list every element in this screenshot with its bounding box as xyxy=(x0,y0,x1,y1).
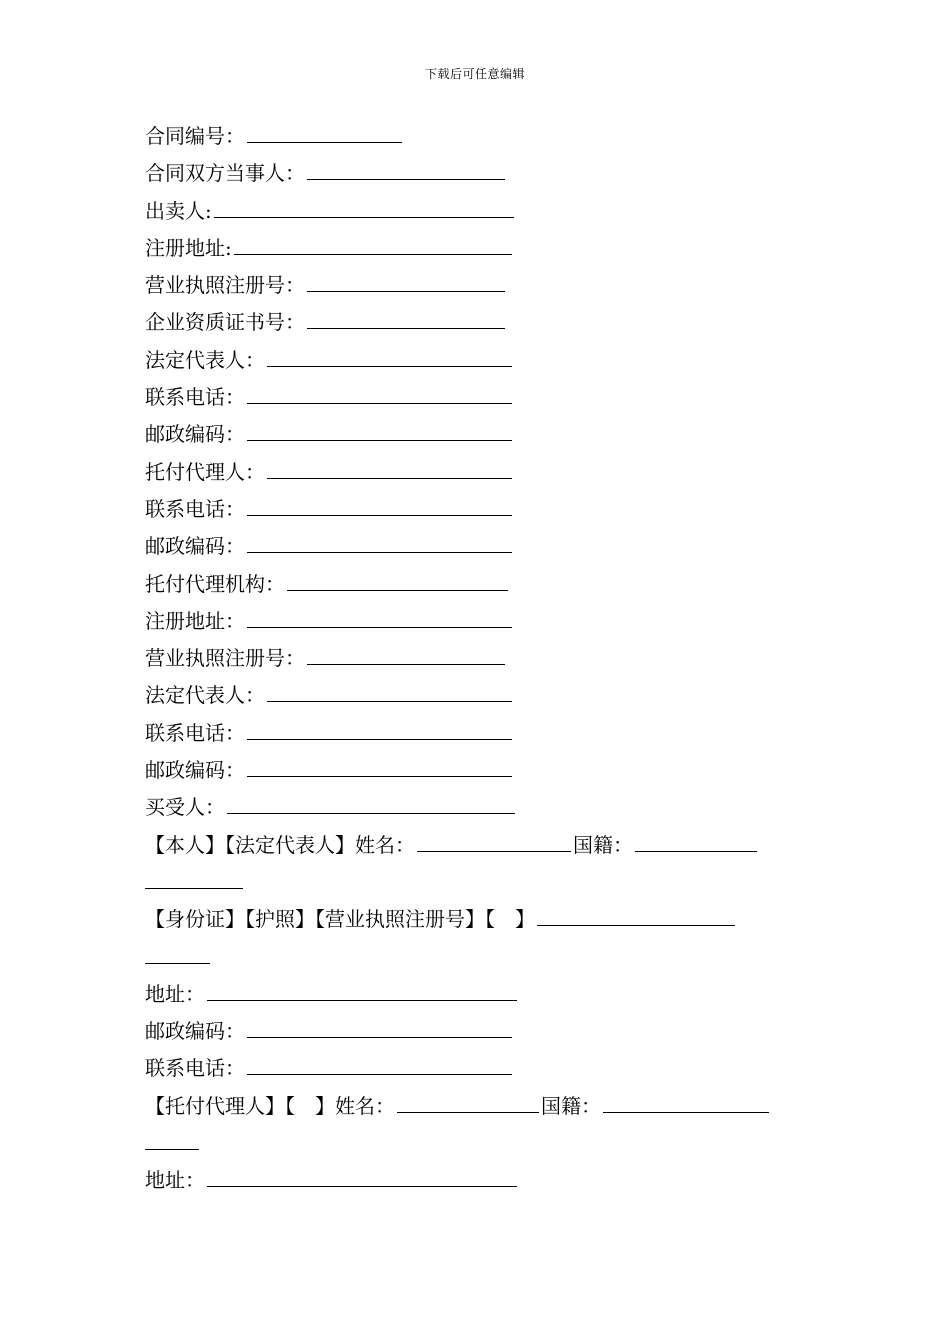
field-blank[interactable] xyxy=(247,626,512,628)
form-field-row xyxy=(145,379,810,416)
field-blank[interactable] xyxy=(287,589,508,591)
id-doc-label: 【身份证】【护照】【营业执照注册号】【 】 xyxy=(145,907,535,932)
field-label: 联系电话： xyxy=(145,385,245,410)
field-label: 托付代理机构： xyxy=(145,571,285,596)
form-field-row xyxy=(145,416,810,453)
agent-nationality-label: 国籍： xyxy=(541,1093,601,1118)
field-label: 注册地址： xyxy=(145,608,245,633)
field-blank[interactable] xyxy=(307,178,505,180)
field-label: 买受人： xyxy=(145,795,225,820)
buyer-name-row xyxy=(145,827,810,864)
form-field-row xyxy=(145,603,810,640)
field-blank[interactable] xyxy=(247,551,512,553)
field-blank[interactable] xyxy=(267,477,512,479)
form-field-row xyxy=(145,1050,810,1087)
form-field-row xyxy=(145,677,810,714)
buyer-name-blank[interactable] xyxy=(417,850,571,852)
field-label: 营业执照注册号： xyxy=(145,646,305,671)
agent-nationality-continuation xyxy=(145,1125,810,1162)
field-blank[interactable] xyxy=(247,141,402,143)
form-field-row xyxy=(145,752,810,789)
field-label: 托付代理人： xyxy=(145,459,265,484)
agent-name-blank[interactable] xyxy=(397,1111,539,1113)
id-doc-blank-cont[interactable] xyxy=(145,962,210,964)
buyer-name-label: 【本人】【法定代表人】姓名： xyxy=(145,832,415,857)
field-blank[interactable] xyxy=(234,253,512,255)
form-field-row xyxy=(145,454,810,491)
form-field-row xyxy=(145,566,810,603)
field-blank[interactable] xyxy=(247,402,512,404)
field-blank[interactable] xyxy=(247,439,512,441)
buyer-fields xyxy=(145,976,810,1088)
field-blank[interactable] xyxy=(307,290,505,292)
agent-name-label: 【托付代理人】【 】姓名： xyxy=(145,1093,395,1118)
form-field-row xyxy=(145,715,810,752)
field-blank[interactable] xyxy=(227,812,515,814)
agent-nationality-blank-cont[interactable] xyxy=(145,1148,199,1150)
form-field-row xyxy=(145,789,810,826)
buyer-nationality-continuation xyxy=(145,864,810,901)
form-field-row xyxy=(145,230,810,267)
field-blank[interactable] xyxy=(214,216,514,218)
field-label: 地址： xyxy=(145,981,205,1006)
field-label: 注册地址: xyxy=(145,235,232,260)
contract-form xyxy=(145,118,810,1200)
field-blank[interactable] xyxy=(307,327,505,329)
field-label: 邮政编码： xyxy=(145,758,245,783)
field-label: 地址： xyxy=(145,1168,205,1193)
buyer-nationality-blank[interactable] xyxy=(635,850,757,852)
form-field-row xyxy=(145,976,810,1013)
page-header: 下载后可任意编辑 xyxy=(424,67,525,81)
id-doc-blank[interactable] xyxy=(537,924,735,926)
form-field-row xyxy=(145,640,810,677)
field-blank[interactable] xyxy=(247,1073,512,1075)
field-blank[interactable] xyxy=(247,514,512,516)
field-blank[interactable] xyxy=(247,738,512,740)
field-label: 合同双方当事人： xyxy=(145,161,305,186)
buyer-nationality-label: 国籍： xyxy=(573,832,633,857)
agent-nationality-blank[interactable] xyxy=(603,1111,769,1113)
agent-fields xyxy=(145,1162,810,1199)
field-label: 联系电话： xyxy=(145,496,245,521)
form-field-row xyxy=(145,193,810,230)
form-field-row xyxy=(145,342,810,379)
field-label: 邮政编码： xyxy=(145,534,245,559)
field-label: 合同编号： xyxy=(145,124,245,148)
form-field-row xyxy=(145,304,810,341)
field-blank[interactable] xyxy=(247,775,512,777)
field-blank[interactable] xyxy=(207,999,517,1001)
agent-name-row xyxy=(145,1088,810,1125)
field-blank[interactable] xyxy=(247,1036,512,1038)
field-blank[interactable] xyxy=(307,663,505,665)
id-doc-continuation xyxy=(145,939,810,976)
form-field-row xyxy=(145,118,810,155)
form-field-row xyxy=(145,528,810,565)
form-field-row xyxy=(145,491,810,528)
field-label: 营业执照注册号： xyxy=(145,273,305,298)
field-blank[interactable] xyxy=(267,365,512,367)
form-field-row xyxy=(145,1162,810,1199)
field-label: 法定代表人： xyxy=(145,347,265,372)
buyer-nationality-blank-cont[interactable] xyxy=(145,887,243,889)
field-blank[interactable] xyxy=(267,700,512,702)
field-label: 联系电话： xyxy=(145,1056,245,1081)
form-field-row xyxy=(145,1013,810,1050)
party-fields xyxy=(145,118,810,827)
field-label: 法定代表人： xyxy=(145,683,265,708)
field-label: 联系电话： xyxy=(145,720,245,745)
field-label: 企业资质证书号： xyxy=(145,310,305,335)
form-field-row xyxy=(145,155,810,192)
field-blank[interactable] xyxy=(207,1185,517,1187)
field-label: 出卖人: xyxy=(145,198,212,223)
field-label: 邮政编码： xyxy=(145,422,245,447)
field-label: 邮政编码： xyxy=(145,1019,245,1044)
form-field-row xyxy=(145,267,810,304)
id-doc-row xyxy=(145,901,810,938)
